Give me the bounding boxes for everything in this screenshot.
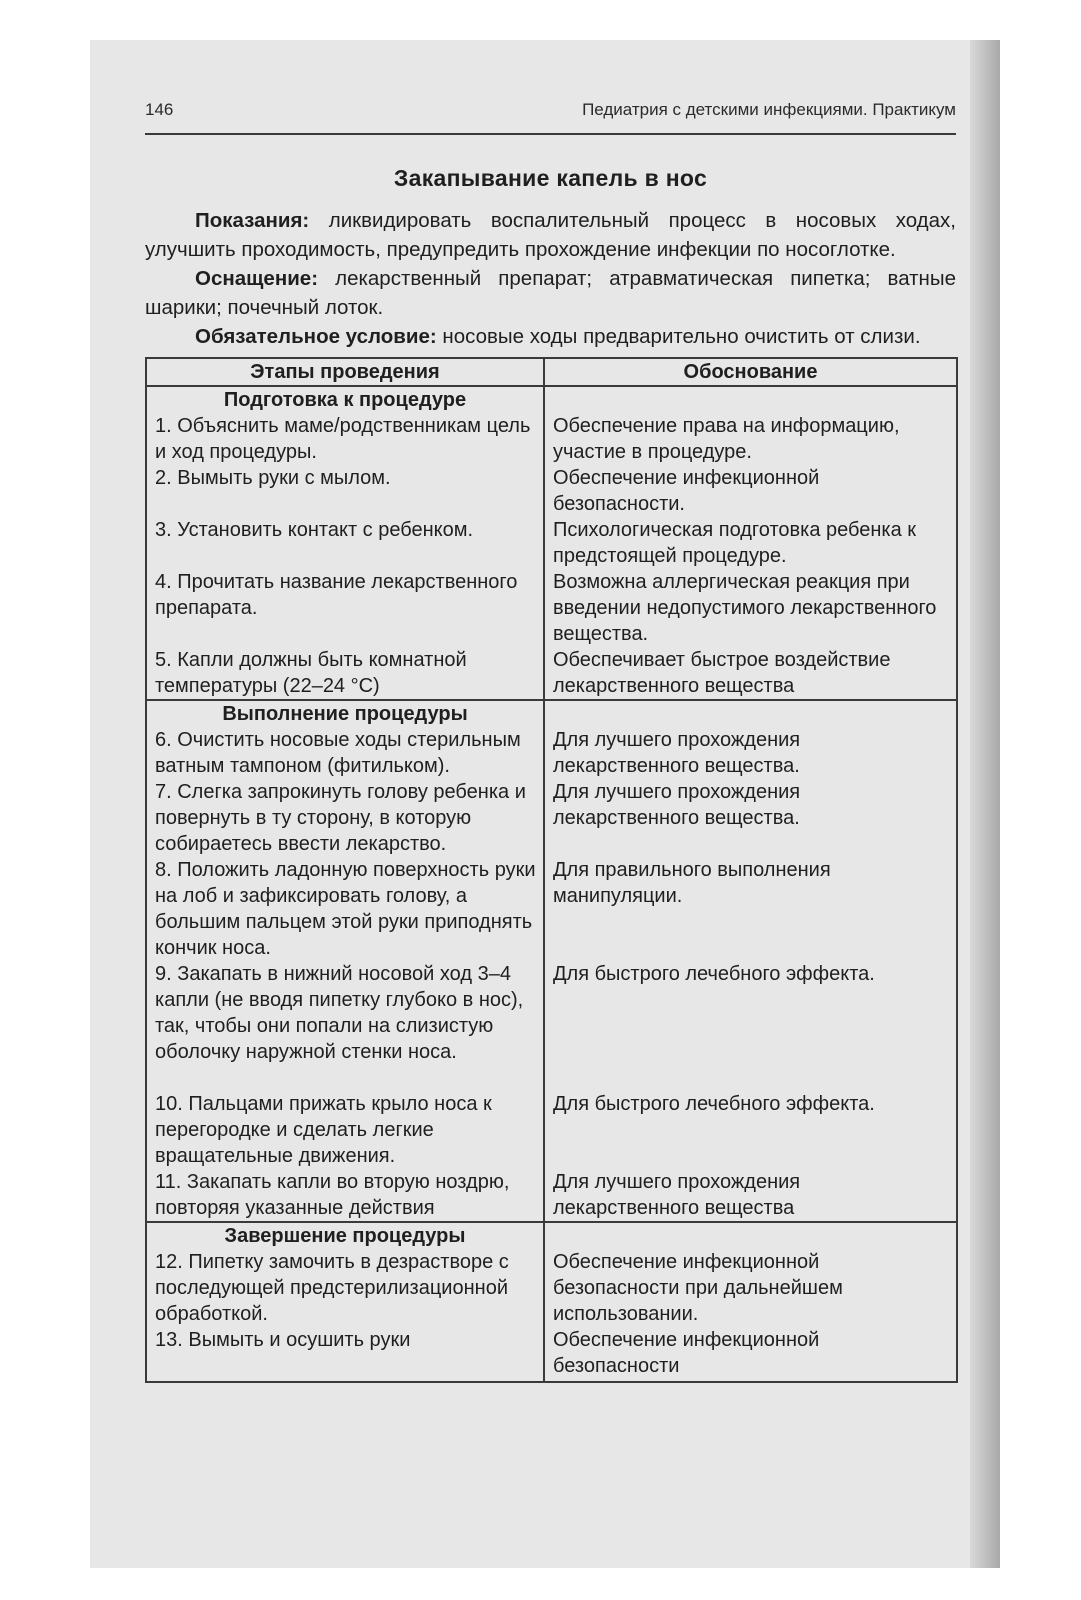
- step-text: 2. Вымыть руки с мылом.: [155, 467, 391, 489]
- page-spine-shadow: [970, 40, 1000, 1568]
- table-section-execution: [146, 700, 957, 1222]
- rationale-text: Для быстрого лечебного эффекта.: [553, 1093, 875, 1115]
- step-text: 13. Вымыть и осушить руки: [155, 1329, 411, 1351]
- section-rationale-cell: [544, 386, 957, 700]
- section-heading: Выполнение процедуры: [222, 703, 468, 725]
- section-heading: Завершение процедуры: [224, 1225, 466, 1247]
- rationale-text: Обеспечение инфекционной безопасности: [553, 1329, 820, 1377]
- condition-paragraph: [145, 322, 956, 351]
- page-number: 146: [145, 100, 174, 119]
- rationale-text: Для лучшего прохождения лекарственного вещества: [553, 1171, 801, 1219]
- column-header-rationale: Обоснование: [544, 358, 957, 386]
- running-header: [145, 100, 956, 135]
- step-text: 1. Объяснить маме/родственникам цель и ход процедуры.: [155, 415, 531, 463]
- indications-text: ликвидировать воспалительный процесс в носовых ходах, улучшить проходимость, предупредить прохождение инфекции по носоглотке.: [145, 209, 956, 261]
- step-text: 11. Закапать капли во вторую ноздрю, повторяя указанные действия: [155, 1171, 510, 1219]
- step-text: 9. Закапать в нижний носовой ход 3–4 капли (не вводя пипетку глубоко в нос), так, чтобы они попали на слизистую оболочку наружной стенки носа.: [155, 963, 524, 1063]
- book-page: [145, 100, 956, 1383]
- rationale-text: Обеспечивает быстрое воздействие лекарственного вещества: [553, 649, 891, 697]
- running-title: Педиатрия с детскими инфекциями. Практикум: [582, 100, 956, 119]
- equipment-paragraph: [145, 264, 956, 322]
- procedure-table: [145, 357, 958, 1383]
- rationale-text: Обеспечение права на информацию, участие в процедуре.: [553, 415, 900, 463]
- rationale-text: Для лучшего прохождения лекарственного вещества.: [553, 781, 801, 829]
- section-heading: Подготовка к процедуре: [223, 389, 467, 411]
- rationale-text: Обеспечение инфекционной безопасности при дальнейшем использовании.: [553, 1251, 843, 1325]
- step-text: 3. Установить контакт с ребенком.: [155, 519, 474, 541]
- section-rationale-cell: [544, 1222, 957, 1382]
- rationale-text: Для быстрого лечебного эффекта.: [553, 963, 875, 985]
- table-section-preparation: [146, 386, 957, 700]
- rationale-text: Обеспечение инфекционной безопасности.: [553, 467, 820, 515]
- rationale-text: Для правильного выполнения манипуляции.: [553, 859, 831, 907]
- section-steps-cell: [146, 386, 544, 700]
- step-text: 12. Пипетку замочить в дезрастворе с последующей предстерилизационной обработкой.: [155, 1251, 509, 1325]
- indications-paragraph: [145, 206, 956, 264]
- section-steps-cell: [146, 700, 544, 1222]
- rationale-text: Психологическая подготовка ребенка к предстоящей процедуре.: [553, 519, 917, 567]
- column-header-steps: Этапы проведения: [146, 358, 544, 386]
- table-section-completion: [146, 1222, 957, 1382]
- section-rationale-cell: [544, 700, 957, 1222]
- step-text: 10. Пальцами прижать крыло носа к перегородке и сделать легкие вращательные движения.: [155, 1093, 492, 1167]
- indications-label: Показания:: [195, 209, 310, 232]
- step-text: 5. Капли должны быть комнатной температуры (22–24 °C): [155, 649, 467, 697]
- step-text: 4. Прочитать название лекарственного препарата.: [155, 571, 518, 619]
- rationale-text: Для лучшего прохождения лекарственного вещества.: [553, 729, 801, 777]
- section-steps-cell: [146, 1222, 544, 1382]
- condition-text: носовые ходы предварительно очистить от слизи.: [436, 325, 921, 348]
- equipment-label: Оснащение:: [195, 267, 319, 290]
- equipment-text: лекарственный препарат; атравматическая пипетка; ватные шарики; почечный лоток.: [145, 267, 956, 319]
- step-text: 7. Слегка запрокинуть голову ребенка и повернуть в ту сторону, в которую собираетесь ввести лекарство.: [155, 781, 526, 855]
- condition-label: Обязательное условие:: [195, 325, 437, 348]
- table-header-row: [146, 358, 957, 386]
- step-text: 8. Положить ладонную поверхность руки на лоб и зафиксировать голову, а большим пальцем этой руки приподнять кончик носа.: [155, 859, 536, 959]
- section-title: Закапывание капель в нос: [393, 165, 708, 191]
- step-text: 6. Очистить носовые ходы стерильным ватным тампоном (фитильком).: [155, 729, 521, 777]
- rationale-text: Возможна аллергическая реакция при введении недопустимого лекарственного вещества.: [553, 571, 937, 645]
